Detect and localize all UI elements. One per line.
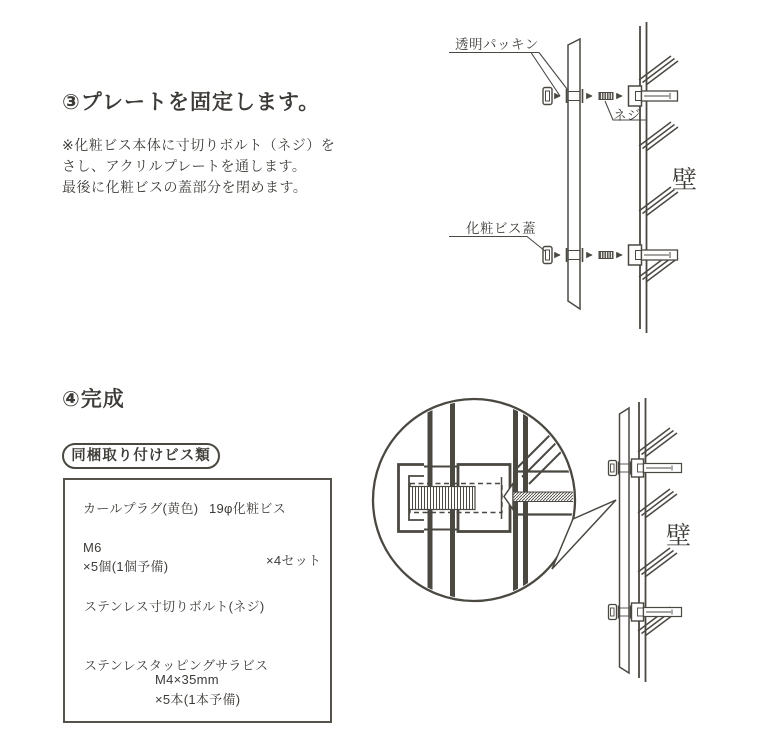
part-curl-plug-spec: M6: [83, 540, 102, 555]
step3-diagram: [449, 22, 678, 333]
label-bis-cover: 化粧ビス蓋: [466, 221, 536, 236]
fastener-row-bottom: [543, 245, 678, 265]
step4-diagram: [373, 398, 682, 682]
acrylic-plate: [568, 39, 580, 309]
step4-title: ④完成: [62, 388, 125, 411]
label-wall-top: 壁: [672, 166, 699, 194]
parts-box-badge: 同梱取り付けビス類: [62, 443, 220, 469]
part-tapping-screw-qty: ×5本(1本予備): [155, 692, 241, 707]
part-tapping-screw-spec: M4×35mm: [155, 672, 219, 687]
part-curl-plug-name: カールプラグ(黄色): [83, 501, 199, 516]
fastener-row-top: [543, 86, 678, 106]
part-kesho-bis-name: 19φ化粧ビス: [209, 501, 286, 516]
label-screw: ネジ: [613, 108, 641, 123]
step3-title: ③プレートを固定します。: [62, 91, 321, 114]
part-threaded-rod-name: ステンレス寸切りボルト(ネジ): [84, 599, 265, 614]
step3-body-line1: ※化粧ビス本体に寸切りボルト（ネジ）を: [62, 137, 336, 153]
part-tapping-screw-name: ステンレスタッピングサラビス: [84, 658, 269, 673]
step3-body-line2: さし、アクリルプレートを通します。: [62, 158, 307, 174]
leader-cover: [449, 237, 545, 252]
part-kesho-bis-qty: ×4セット: [266, 553, 322, 568]
label-transparent-packing: 透明パッキン: [455, 37, 539, 52]
step3-body-line3: 最後に化粧ビスの蓋部分を閉めます。: [62, 179, 308, 195]
part-curl-plug-qty: ×5個(1個予備): [83, 559, 169, 574]
acrylic-plate: [620, 408, 630, 673]
label-wall-bottom: 壁: [666, 522, 693, 550]
